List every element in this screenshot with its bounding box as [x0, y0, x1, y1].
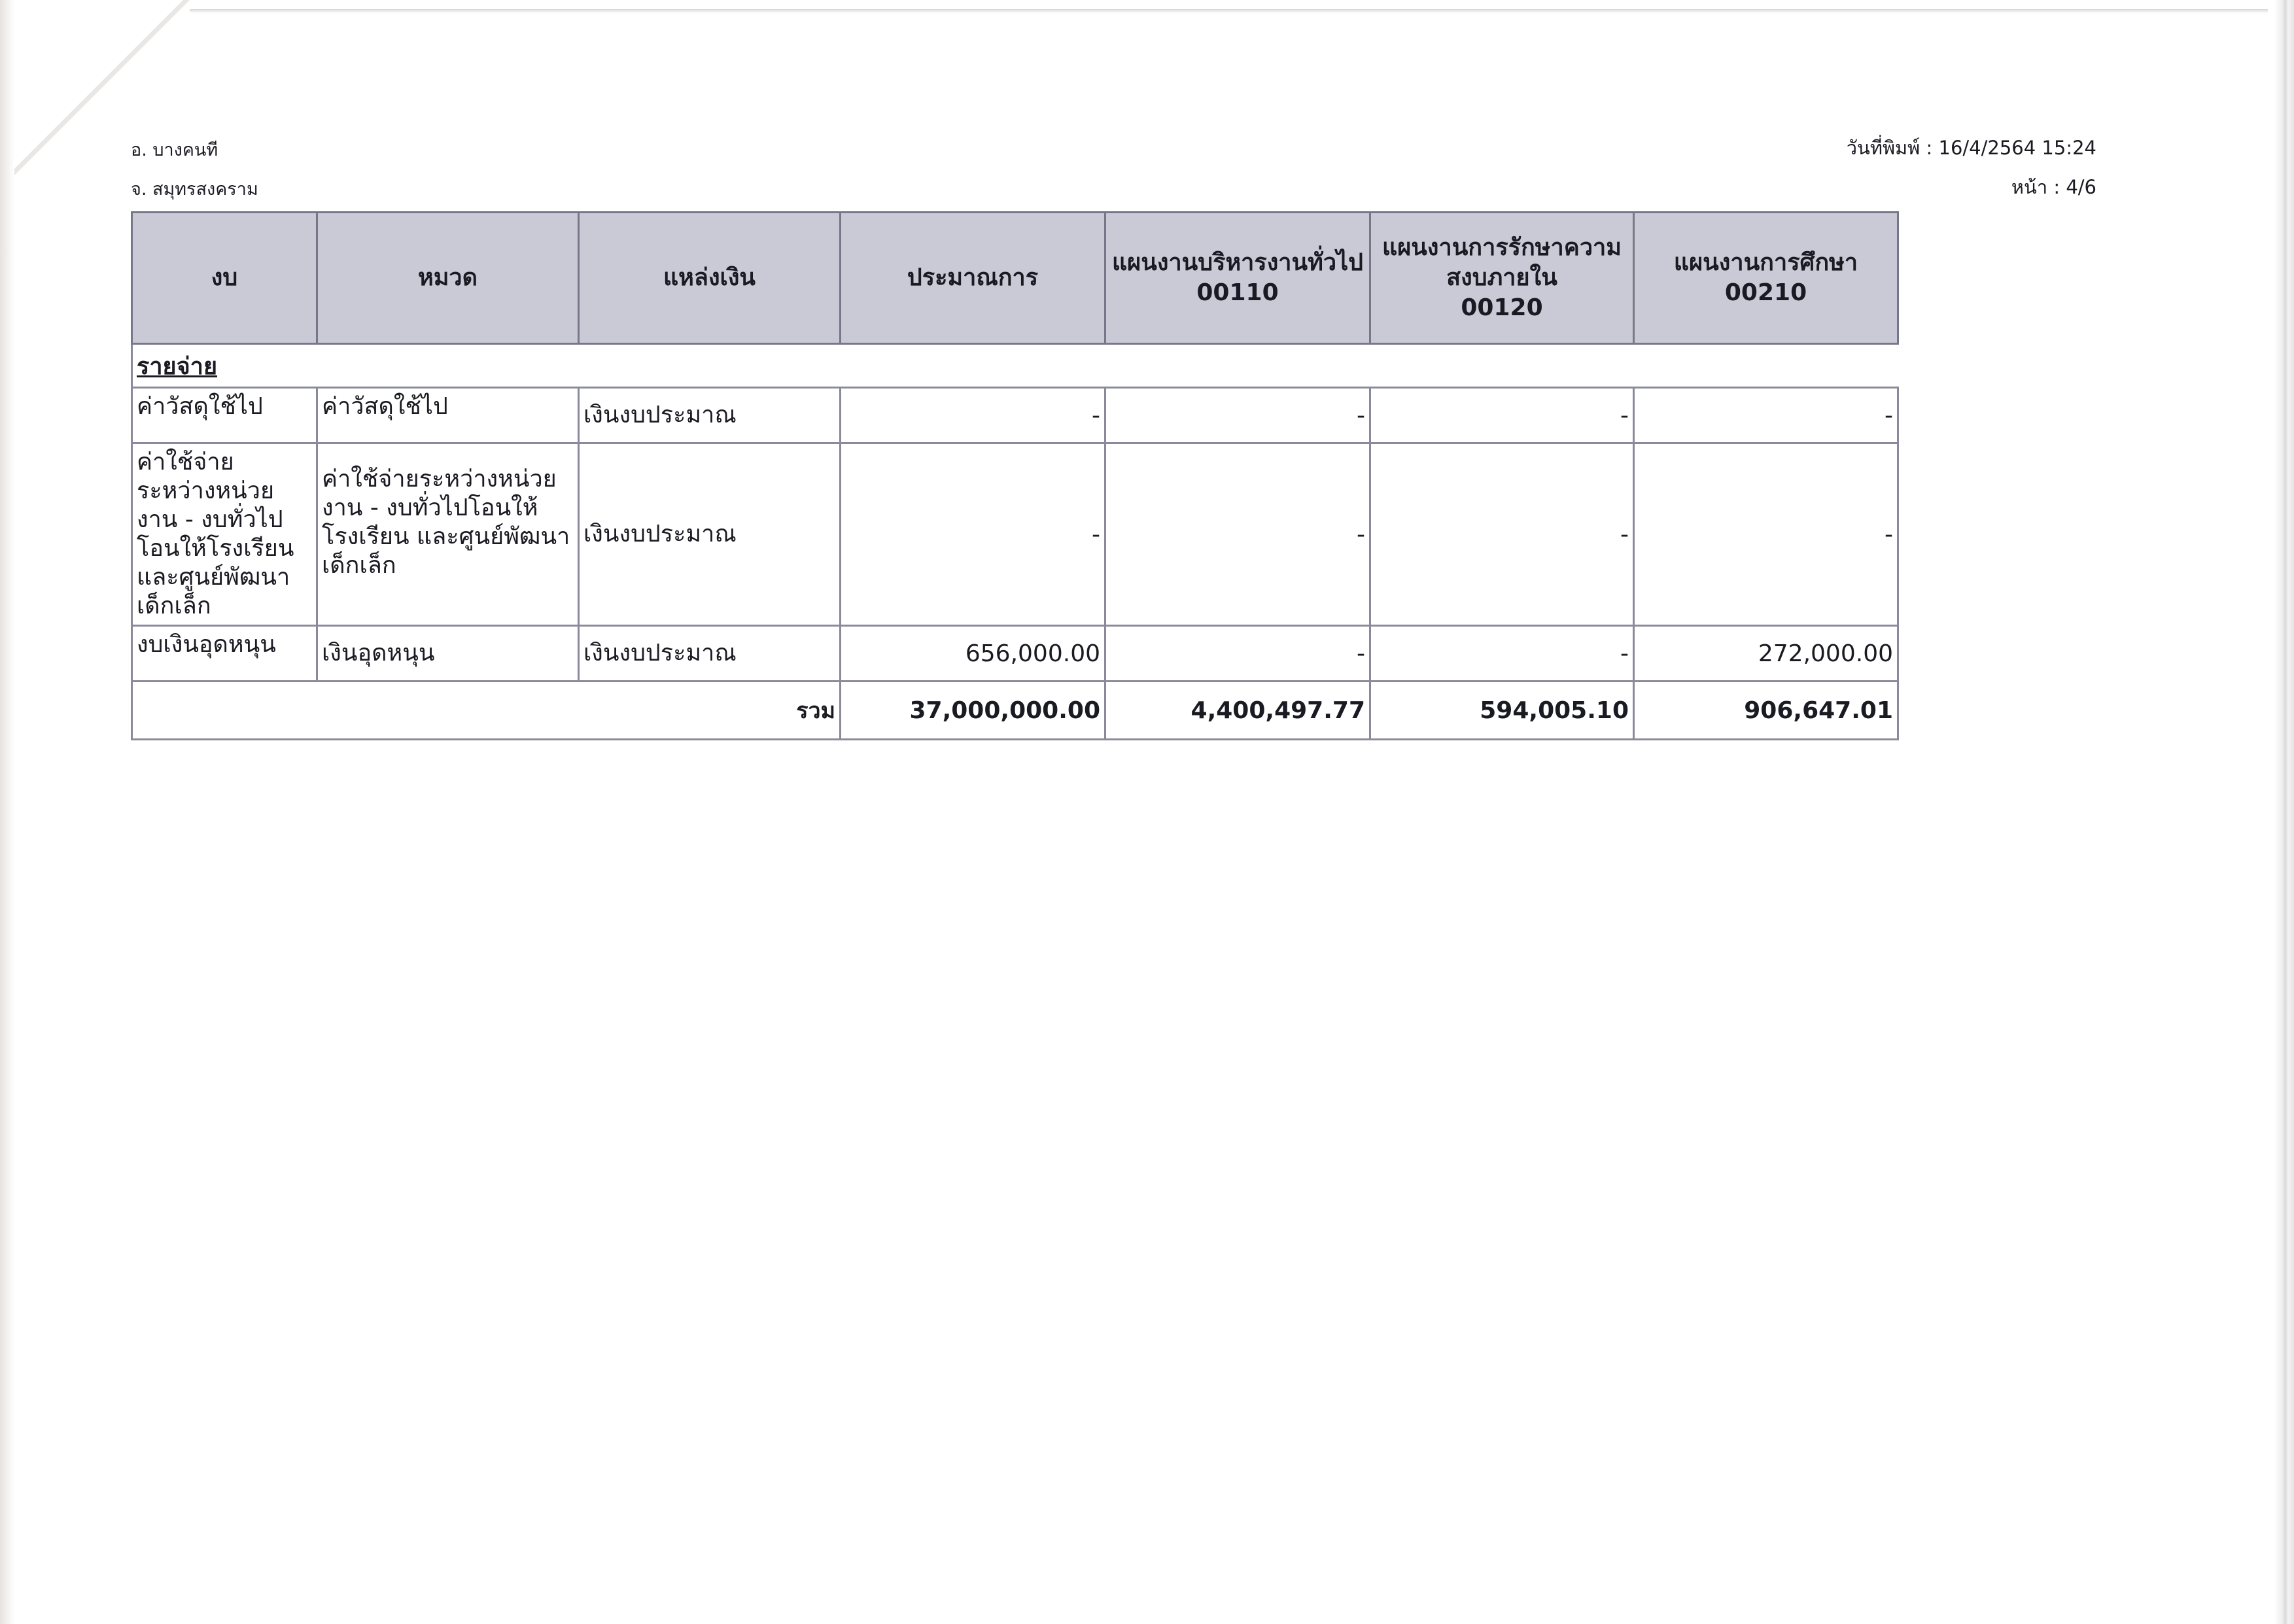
- total-row: [132, 682, 1898, 740]
- total-estimate: 37,000,000.00: [841, 682, 1105, 740]
- total-plan-00210: 906,647.01: [1634, 682, 1898, 740]
- cell-source: เงินงบประมาณ: [579, 388, 841, 443]
- scan-right-edge: [2274, 0, 2294, 1624]
- cell-estimate: -: [841, 443, 1105, 626]
- table-row: [132, 388, 1898, 443]
- table-row: [132, 443, 1898, 626]
- section-row: [132, 344, 1898, 388]
- cell-plan-00120: -: [1370, 626, 1634, 682]
- table-header-row: [132, 213, 1898, 344]
- cell-plan-00210: 272,000.00: [1634, 626, 1898, 682]
- print-date: วันที่พิมพ์ : 16/4/2564 15:24: [1846, 137, 2096, 159]
- cell-estimate: 656,000.00: [841, 626, 1105, 682]
- cell-category: ค่าวัสดุใช้ไป: [317, 388, 579, 443]
- scan-left-shadow: [0, 0, 14, 1624]
- section-label: รายจ่าย: [137, 353, 218, 380]
- cell-plan-00210: -: [1634, 443, 1898, 626]
- cell-category: ค่าใช้จ่ายระหว่างหน่วยงาน - งบทั่วไปโอนให้โรงเรียน และศูนย์พัฒนาเด็กเล็ก: [317, 443, 579, 626]
- cell-plan-00110: -: [1105, 626, 1370, 682]
- cell-estimate: -: [841, 388, 1105, 443]
- cell-plan-00110: -: [1105, 443, 1370, 626]
- header-left: [131, 131, 258, 209]
- total-plan-00120: 594,005.10: [1370, 682, 1634, 740]
- col-header-plan-00110: แผนงานบริหารงานทั่วไป 00110: [1105, 213, 1370, 344]
- col-header-budget: งบ: [132, 213, 317, 344]
- col-header-category: หมวด: [317, 213, 579, 344]
- table-row: [132, 626, 1898, 682]
- cell-budget: ค่าวัสดุใช้ไป: [132, 388, 317, 443]
- section-cell: [132, 344, 1898, 388]
- cell-plan-00210: -: [1634, 388, 1898, 443]
- cell-budget: งบเงินอุดหนุน: [132, 626, 317, 682]
- district-label: อ. บางคนที: [131, 140, 218, 160]
- col-header-plan-00120: แผนงานการรักษาความสงบภายใน 00120: [1370, 213, 1634, 344]
- page-number: หน้า : 4/6: [2011, 176, 2096, 198]
- cell-category: เงินอุดหนุน: [317, 626, 579, 682]
- cell-budget: ค่าใช้จ่ายระหว่างหน่วยงาน - งบทั่วไปโอนให้โรงเรียน และศูนย์พัฒนาเด็กเล็ก: [132, 443, 317, 626]
- cell-plan-00120: -: [1370, 388, 1634, 443]
- cell-source: เงินงบประมาณ: [579, 443, 841, 626]
- budget-table-wrapper: [131, 211, 1897, 740]
- total-plan-00110: 4,400,497.77: [1105, 682, 1370, 740]
- budget-table: [131, 211, 1899, 740]
- cell-source: เงินงบประมาณ: [579, 626, 841, 682]
- page-top-edge: [190, 9, 2268, 13]
- province-label: จ. สมุทรสงคราม: [131, 179, 258, 199]
- cell-plan-00110: -: [1105, 388, 1370, 443]
- col-header-source: แหล่งเงิน: [579, 213, 841, 344]
- header-right: [1847, 128, 2096, 207]
- cell-plan-00120: -: [1370, 443, 1634, 626]
- col-header-plan-00210: แผนงานการศึกษา 00210: [1634, 213, 1898, 344]
- col-header-estimate: ประมาณการ: [841, 213, 1105, 344]
- total-label: รวม: [132, 682, 841, 740]
